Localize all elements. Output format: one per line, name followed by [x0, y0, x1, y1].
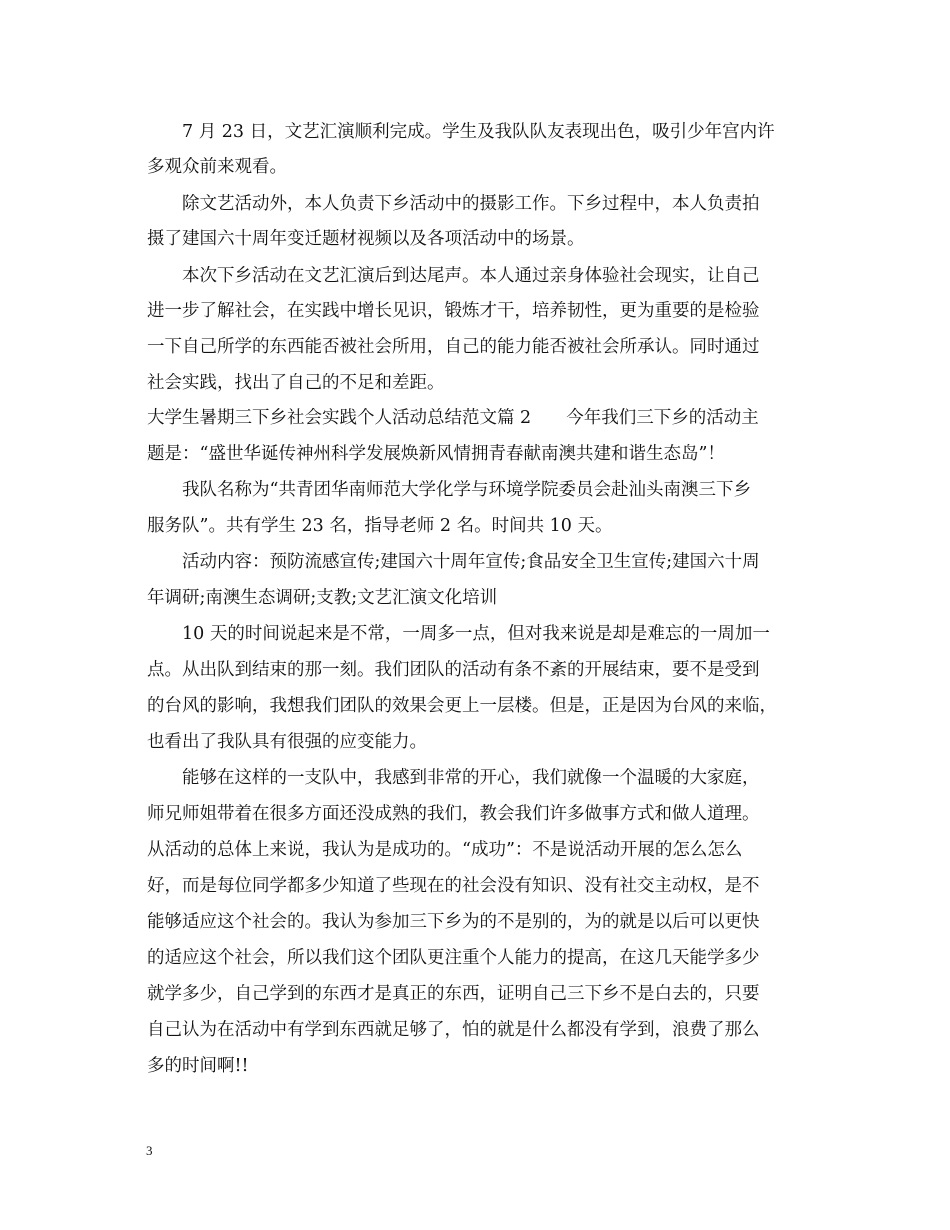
text-line: 年调研;南澳生态调研;支教;文艺汇演文化培训 — [147, 588, 498, 608]
text-line: 从活动的总体上来说，我认为是成功的。“成功”：不是说活动开展的怎么怎么 — [147, 840, 743, 860]
text-line: 进一步了解社会，在实践中增长见识，锻炼才干，培养韧性，更为重要的是检验 — [147, 301, 760, 321]
text-line: 题是：“盛世华诞传神州科学发展焕新风情拥青春献南澳共建和谐生态岛”！ — [147, 444, 725, 464]
text-line: 自己认为在活动中有学到东西就足够了，怕的就是什么都没有学到，浪费了那么 — [147, 1020, 760, 1040]
text-line: 摄了建国六十周年变迁题材视频以及各项活动中的场景。 — [147, 229, 585, 249]
text-line: 多观众前来观看。 — [147, 157, 287, 177]
text-line: 也看出了我队具有很强的应变能力。 — [147, 732, 427, 752]
text-line: 能够在这样的一支队中，我感到非常的开心，我们就像一个温暖的大家庭， — [182, 768, 760, 788]
text-line: 一下自己所学的东西能否被社会所用，自己的能力能否被社会所承认。同时通过 — [147, 337, 760, 357]
page-number: 3 — [146, 1143, 153, 1158]
text-line: 社会实践，找出了自己的不足和差距。 — [147, 373, 445, 393]
text-line: 服务队”。共有学生 23 名，指导老师 2 名。时间共 10 天。 — [147, 516, 613, 536]
section-heading-line: 大学生暑期三下乡社会实践个人活动总结范文篇 2 今年我们三下乡的活动主 — [147, 408, 759, 428]
text-line: 本次下乡活动在文艺汇演后到达尾声。本人通过亲身体验社会现实，让自己 — [182, 266, 760, 286]
text-line: 点。从出队到结束的那一刻。我们团队的活动有条不紊的开展结束，要不是受到 — [147, 660, 760, 680]
text-line: 就学多少，自己学到的东西才是真正的东西，证明自己三下乡不是白去的，只要 — [147, 984, 760, 1004]
text-line: 除文艺活动外，本人负责下乡活动中的摄影工作。下乡过程中，本人负责拍 — [182, 194, 760, 214]
text-line: 能够适应这个社会的。我认为参加三下乡为的不是别的，为的就是以后可以更快 — [147, 912, 760, 932]
text-line: 7 月 23 日，文艺汇演顺利完成。学生及我队队友表现出色，吸引少年宫内许 — [182, 122, 775, 142]
text-line: 10 天的时间说起来是不常，一周多一点，但对我来说是却是难忘的一周加一 — [182, 624, 770, 644]
text-line: 活动内容：预防流感宣传;建国六十周年宣传;食品安全卫生宣传;建国六十周 — [182, 552, 760, 572]
text-line: 的适应这个社会，所以我们这个团队更注重个人能力的提高，在这几天能学多少 — [147, 948, 760, 968]
text-line: 师兄师姐带着在很多方面还没成熟的我们，教会我们许多做事方式和做人道理。 — [147, 804, 760, 824]
text-line: 的台风的影响，我想我们团队的效果会更上一层楼。但是，正是因为台风的来临， — [147, 696, 777, 716]
text-line: 我队名称为“共青团华南师范大学化学与环境学院委员会赴汕头南澳三下乡 — [182, 480, 751, 500]
text-line: 多的时间啊!! — [147, 1056, 249, 1076]
text-line: 好，而是每位同学都多少知道了些现在的社会没有知识、没有社交主动权，是不 — [147, 876, 760, 896]
